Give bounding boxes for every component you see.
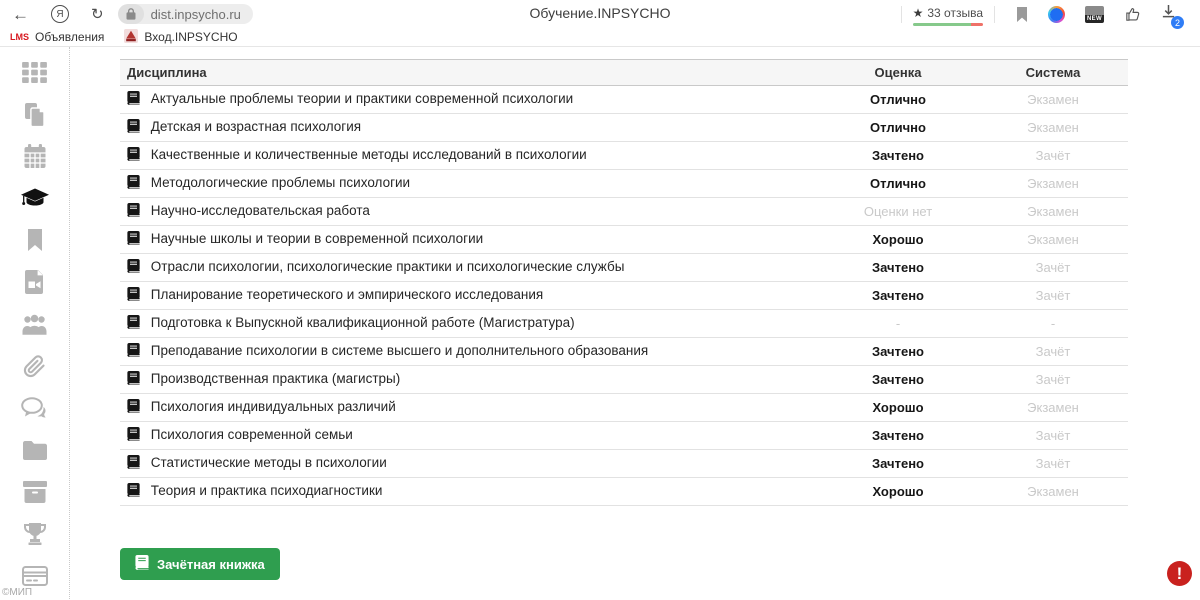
url-text: dist.inpsycho.ru — [150, 6, 241, 22]
new-extension-icon[interactable]: NEW — [1085, 6, 1104, 23]
system-value: Зачёт — [978, 450, 1128, 478]
extension-icon[interactable] — [1048, 6, 1065, 23]
paperclip-icon[interactable] — [21, 353, 49, 379]
copyright-label: ©МИП — [2, 587, 33, 598]
table-row[interactable] — [120, 282, 1128, 310]
reviews-rating-bar — [913, 23, 983, 26]
book-icon — [127, 371, 140, 388]
book-icon — [127, 175, 140, 192]
credit-card-icon[interactable] — [21, 563, 49, 589]
table-row[interactable] — [120, 170, 1128, 198]
grid-icon[interactable] — [21, 59, 49, 85]
header-grade: Оценка — [818, 60, 978, 86]
grade-value: Хорошо — [818, 226, 978, 254]
system-value: Зачёт — [978, 366, 1128, 394]
grade-value: Зачтено — [818, 282, 978, 310]
lms-favicon: LMS — [10, 32, 29, 42]
bookmark-flag-icon[interactable] — [1016, 7, 1028, 22]
system-value: Экзамен — [978, 170, 1128, 198]
system-value: Экзамен — [978, 86, 1128, 114]
system-value: Зачёт — [978, 142, 1128, 170]
book-icon — [127, 203, 140, 220]
book-icon — [127, 455, 140, 472]
system-value: Зачёт — [978, 282, 1128, 310]
discipline-label: Статистические методы в психологии — [150, 455, 387, 470]
download-badge: 2 — [1171, 16, 1184, 29]
system-value: - — [978, 310, 1128, 338]
table-header-row — [120, 60, 1128, 86]
table-row[interactable] — [120, 366, 1128, 394]
book-icon — [127, 399, 140, 416]
browser-toolbar — [0, 0, 1200, 28]
grades-table-body — [120, 86, 1128, 506]
grade-value: Оценки нет — [818, 198, 978, 226]
divider — [994, 6, 995, 23]
sidebar — [0, 47, 70, 599]
reviews-widget[interactable] — [913, 3, 983, 26]
table-row[interactable] — [120, 310, 1128, 338]
bookmark-inpsycho-login[interactable] — [124, 29, 237, 46]
table-row[interactable] — [120, 142, 1128, 170]
grade-value: Зачтено — [818, 142, 978, 170]
table-row[interactable] — [120, 254, 1128, 282]
book-icon — [127, 119, 140, 136]
page-title: Обучение.INPSYCHO — [529, 5, 671, 21]
system-value: Экзамен — [978, 478, 1128, 506]
table-row[interactable] — [120, 394, 1128, 422]
table-row[interactable] — [120, 86, 1128, 114]
alert-notification-icon[interactable]: ! — [1167, 561, 1192, 586]
chat-icon[interactable] — [21, 395, 49, 421]
address-bar[interactable] — [118, 4, 253, 24]
book-icon — [127, 343, 140, 360]
system-value: Зачёт — [978, 422, 1128, 450]
book-icon — [127, 287, 140, 304]
table-row[interactable] — [120, 226, 1128, 254]
table-row[interactable] — [120, 450, 1128, 478]
refresh-icon[interactable]: ↻ — [91, 5, 104, 23]
divider — [901, 6, 902, 23]
discipline-label: Научные школы и теории в современной психологии — [150, 231, 484, 246]
book-icon — [127, 315, 140, 332]
book-icon — [127, 91, 140, 108]
star-icon: ★ — [912, 5, 924, 20]
gradebook-button[interactable] — [120, 548, 280, 580]
bookmark-icon[interactable] — [21, 227, 49, 253]
bookmarks-bar — [0, 28, 1200, 47]
discipline-label: Планирование теоретического и эмпирического исследования — [150, 287, 544, 302]
folder-icon[interactable] — [21, 437, 49, 463]
discipline-label: Подготовка к Выпускной квалификационной работе (Магистратура) — [150, 315, 575, 330]
lock-icon[interactable] — [118, 4, 144, 24]
book-icon — [127, 147, 140, 164]
grade-value: Зачтено — [818, 450, 978, 478]
table-row[interactable] — [120, 478, 1128, 506]
download-icon[interactable] — [1161, 4, 1180, 28]
book-icon — [127, 483, 140, 500]
discipline-label: Качественные и количественные методы исследований в психологии — [150, 147, 587, 162]
grade-value: Отлично — [818, 114, 978, 142]
book-icon — [135, 555, 149, 573]
discipline-label: Психология индивидуальных различий — [150, 399, 396, 414]
discipline-label: Отрасли психологии, психологические практики и психологические службы — [150, 259, 625, 274]
discipline-label: Психология современной семьи — [150, 427, 353, 442]
header-discipline: Дисциплина — [120, 60, 818, 86]
system-value: Экзамен — [978, 198, 1128, 226]
grade-value: Хорошо — [818, 478, 978, 506]
system-value: Экзамен — [978, 394, 1128, 422]
bookmark-label: Вход.INPSYCHO — [144, 30, 238, 44]
grade-value: Зачтено — [818, 366, 978, 394]
grade-value: Зачтено — [818, 254, 978, 282]
discipline-label: Преподавание психологии в системе высшего и дополнительного образования — [150, 343, 649, 358]
gradebook-button-label: Зачётная книжка — [157, 556, 265, 572]
table-row[interactable] — [120, 114, 1128, 142]
graduation-cap-icon[interactable] — [21, 185, 49, 211]
grade-value: Зачтено — [818, 338, 978, 366]
book-icon — [127, 259, 140, 276]
calendar-icon[interactable] — [21, 143, 49, 169]
documents-icon[interactable] — [21, 101, 49, 127]
users-icon[interactable] — [21, 311, 49, 337]
book-icon — [127, 231, 140, 248]
discipline-label: Производственная практика (магистры) — [150, 371, 401, 386]
trophy-icon[interactable] — [21, 521, 49, 547]
discipline-label: Научно-исследовательская работа — [150, 203, 370, 218]
table-row[interactable] — [120, 198, 1128, 226]
grade-value: Отлично — [818, 86, 978, 114]
bookmark-label: Объявления — [35, 30, 105, 44]
table-row[interactable] — [120, 422, 1128, 450]
back-icon[interactable]: ← — [12, 4, 29, 24]
table-row[interactable] — [120, 338, 1128, 366]
video-file-icon[interactable] — [21, 269, 49, 295]
system-value: Зачёт — [978, 338, 1128, 366]
bookmark-announcements[interactable] — [10, 30, 104, 44]
discipline-label: Актуальные проблемы теории и практики современной психологии — [150, 91, 574, 106]
grade-value: Хорошо — [818, 394, 978, 422]
system-value: Экзамен — [978, 226, 1128, 254]
grade-value: Зачтено — [818, 422, 978, 450]
book-icon — [127, 427, 140, 444]
yandex-icon[interactable]: Я — [51, 5, 69, 23]
thumbs-icon[interactable] — [1124, 6, 1141, 23]
header-system: Система — [978, 60, 1128, 86]
grades-table — [120, 59, 1128, 506]
discipline-label: Методологические проблемы психологии — [150, 175, 411, 190]
system-value: Экзамен — [978, 114, 1128, 142]
grade-value: - — [818, 310, 978, 338]
grade-value: Отлично — [818, 170, 978, 198]
inpsycho-favicon — [124, 29, 138, 46]
discipline-label: Детская и возрастная психология — [150, 119, 362, 134]
archive-box-icon[interactable] — [21, 479, 49, 505]
main-content — [70, 47, 1200, 599]
reviews-count: 33 отзыва — [927, 5, 983, 20]
system-value: Зачёт — [978, 254, 1128, 282]
discipline-label: Теория и практика психодиагностики — [150, 483, 383, 498]
